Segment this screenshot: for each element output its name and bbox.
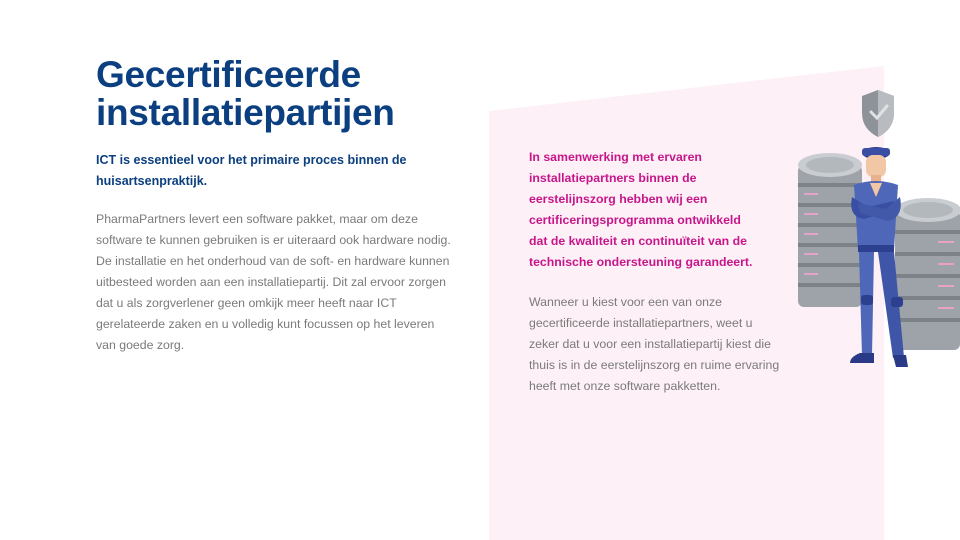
server-stack-icon bbox=[895, 198, 960, 350]
page-title: Gecertificeerde installatiepartijen bbox=[96, 54, 395, 133]
highlight-text: In samenwerking met ervaren installatiepartners binnen de eerstelijnszorg hebben wij een certificeringsprogramma ontwikkeld dat de kwaliteit en continuïteit van de technische ondersteuning garandeert. bbox=[529, 150, 753, 269]
body-text-right: Wanneer u kiest voor een van onze gecertificeerde installatiepartners, weet u zeker dat u voor een installatiepartij kiest die thuis is in de eerstelijnszorg en ruime ervaring heeft met onze software pakketten. bbox=[529, 295, 780, 393]
body-text-left: PharmaPartners levert een software pakket, maar om deze software te kunnen gebruiken is er uiteraard ook hardware nodig. De installatie en het onderhoud van de soft- en hardware kunnen uitbesteed worden aan een installatiepartij. Dit zal ervoor zorgen dat u als zorgverlener geen omkijk meer heeft naar ICT gerelateerde zaken en u volledig kunt focussen op het leveren van goede zorg. bbox=[96, 212, 451, 352]
intro-text: ICT is essentieel voor het primaire proces binnen de huisartsenpraktijk. bbox=[96, 153, 407, 188]
technician-illustration bbox=[790, 85, 960, 385]
shield-check-icon bbox=[862, 90, 894, 137]
server-stack-icon bbox=[798, 153, 862, 307]
